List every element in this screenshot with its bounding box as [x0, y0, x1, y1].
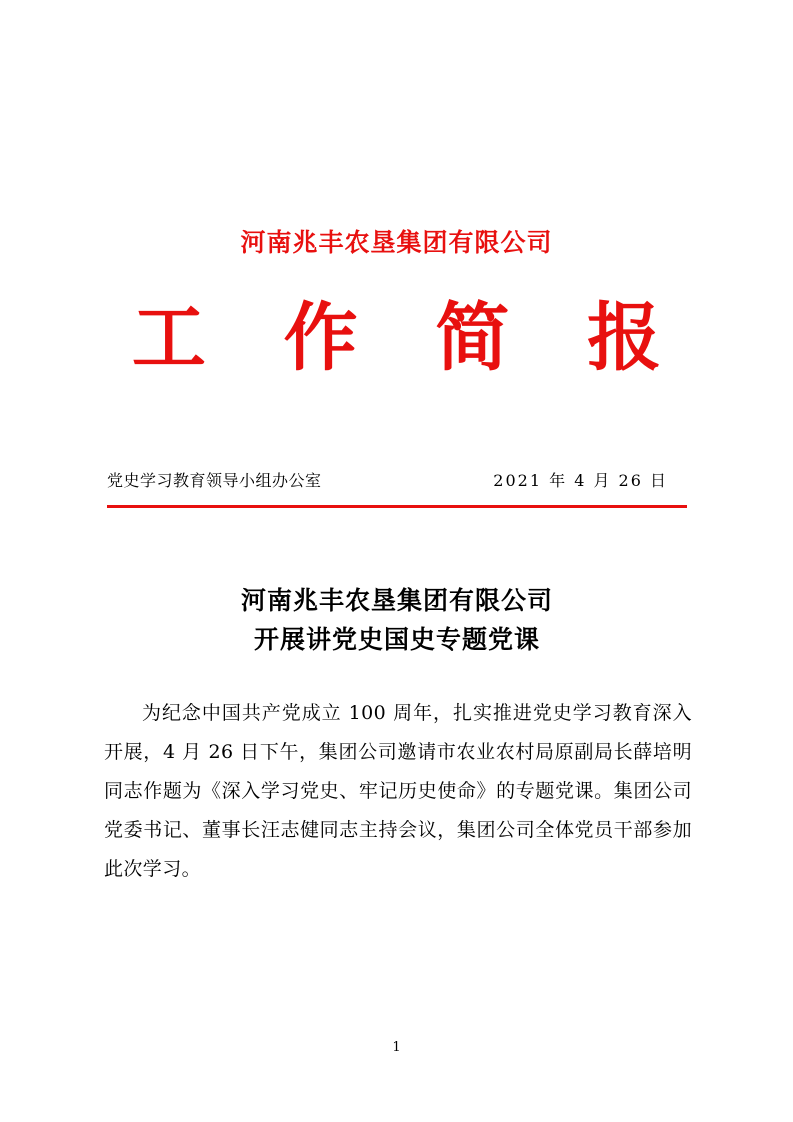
masthead — [0, 0, 793, 381]
article-heading-line-2: 开展讲党史国史专题党课 — [253, 624, 540, 654]
article-heading-line-1: 河南兆丰农垦集团有限公司 — [240, 586, 553, 615]
article-heading — [107, 582, 687, 660]
issue-date: 2021 年 4 月 26 日 — [493, 471, 668, 490]
red-divider-rule — [107, 505, 687, 508]
issuing-office: 党史学习教育领导小组办公室 — [107, 471, 322, 490]
article-paragraph: 为纪念中国共产党成立 100 周年，扎实推进党史学习教育深入开展，4 月 26 日下午，集团公司邀请市农业农村局原副局长薛培明同志作题为《深入学习党史、牢记历史使命》的专题党课。集团公司党委书记、董事长汪志健同志主持会议，集团公司全体党员干部参加此次学习。 — [104, 702, 692, 880]
organization-name: 河南兆丰农垦集团有限公司 — [240, 228, 553, 257]
page-number: 1 — [392, 1040, 401, 1055]
masthead-meta — [107, 468, 686, 491]
document-title: 工 作 简 报 — [131, 295, 688, 381]
article-body — [104, 694, 692, 889]
